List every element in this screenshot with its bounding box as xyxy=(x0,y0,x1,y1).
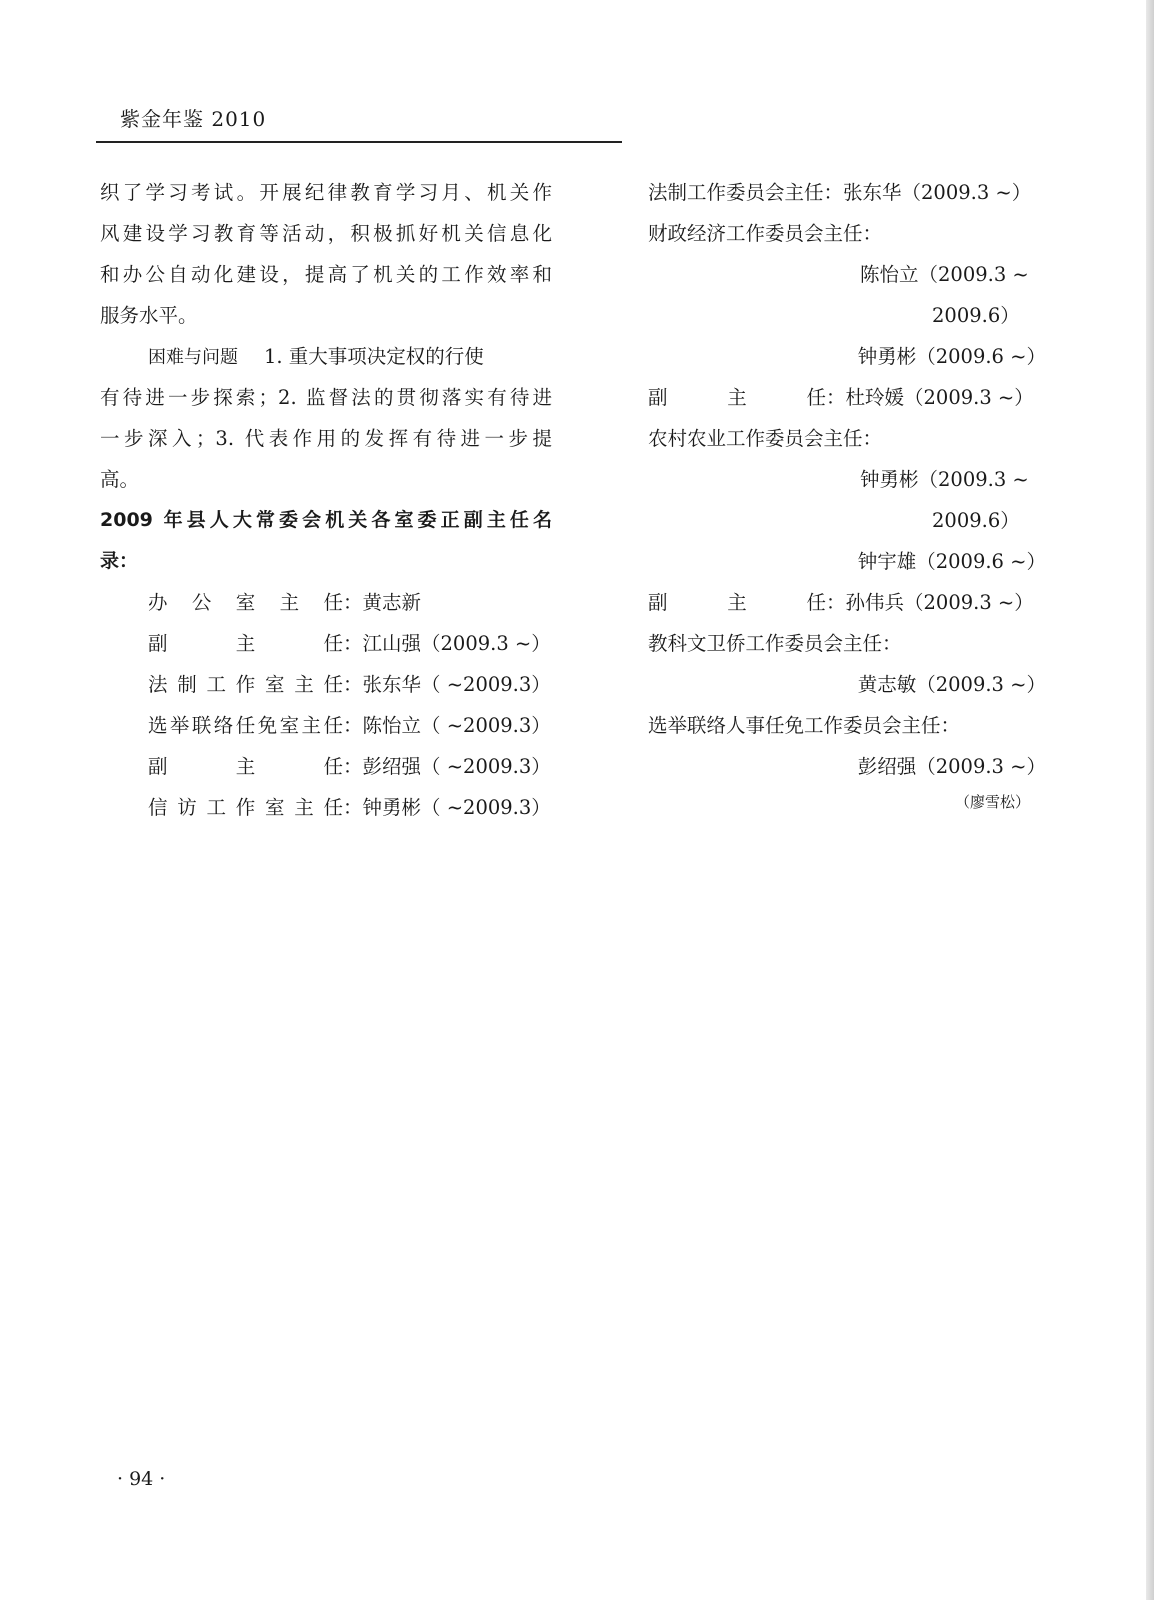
roster-value: ：陈怡立（ ~2009.3） xyxy=(343,714,551,737)
problems-lead: 困难与问题 xyxy=(148,347,238,368)
paragraph-line: 风建设学习教育等活动，积极抓好机关信息化 xyxy=(100,222,552,245)
roster-value: ：钟勇彬（ ~2009.3） xyxy=(343,796,551,819)
member-line-cont: 2009.6） xyxy=(932,509,1020,532)
section-heading: 2009 年县人大常委会机关各室委正副主任名 xyxy=(100,509,552,531)
member-line: 黄志敏（2009.3 ~） xyxy=(857,673,1046,696)
roster-row xyxy=(100,746,552,787)
paragraph-line: 有待进一步探索；2. 监督法的贯彻落实有待进 xyxy=(100,386,552,409)
committee-heading: 教科文卫侨工作委员会主任： xyxy=(648,632,902,655)
right-column xyxy=(648,172,1046,817)
committee-heading: 农村农业工作委员会主任： xyxy=(648,427,883,450)
committee-line: 法制工作委员会主任：张东华（2009.3 ~） xyxy=(648,181,1032,204)
roster-value: ：彭绍强（ ~2009.3） xyxy=(343,755,551,778)
roster-value: ：江山强（2009.3 ~） xyxy=(343,632,551,655)
roster-title: 副主任 xyxy=(148,755,343,778)
deputy-row xyxy=(648,582,1046,623)
member-line: 陈怡立（2009.3 ~ xyxy=(860,263,1029,286)
header-rule xyxy=(96,141,622,143)
problems-text: 1. 重大事项决定权的行使 xyxy=(264,345,484,368)
deputy-value: ：孙伟兵（2009.3 ~） xyxy=(826,591,1034,614)
roster-value: ：黄志新 xyxy=(343,591,422,614)
roster-title: 信访工作室主任 xyxy=(148,796,343,819)
deputy-title: 副主任 xyxy=(648,386,826,409)
roster-title: 选举联络任免室主任 xyxy=(148,714,343,737)
roster-row xyxy=(100,582,552,623)
member-line: 钟勇彬（2009.6 ~） xyxy=(857,345,1046,368)
roster-title: 办公室主任 xyxy=(148,591,343,614)
deputy-value: ：杜玲媛（2009.3 ~） xyxy=(826,386,1034,409)
committee-heading: 财政经济工作委员会主任： xyxy=(648,222,883,245)
running-header: 紫金年鉴 2010 xyxy=(120,107,267,131)
deputy-row xyxy=(648,377,1046,418)
left-column xyxy=(100,172,552,828)
roster-value: ：张东华（ ~2009.3） xyxy=(343,673,551,696)
committee-heading: 选举联络人事任免工作委员会主任： xyxy=(648,714,961,737)
section-heading: 录： xyxy=(100,550,139,572)
paragraph-line: 织了学习考试。开展纪律教育学习月、机关作 xyxy=(100,181,552,204)
scan-edge-shadow xyxy=(1146,0,1154,1600)
paragraph-line: 一步深入；3. 代表作用的发挥有待进一步提 xyxy=(100,427,552,450)
roster-title: 法制工作室主任 xyxy=(148,673,343,696)
deputy-title: 副主任 xyxy=(648,591,826,614)
member-line-cont: 2009.6） xyxy=(932,304,1020,327)
paragraph-line: 高。 xyxy=(100,468,140,491)
roster-row xyxy=(100,705,552,746)
page-number: · 94 · xyxy=(117,1468,166,1490)
roster-title: 副主任 xyxy=(148,632,343,655)
roster-row xyxy=(100,623,552,664)
roster-row xyxy=(100,787,552,828)
member-line: 钟勇彬（2009.3 ~ xyxy=(860,468,1029,491)
member-line: 彭绍强（2009.3 ~） xyxy=(857,755,1046,778)
author-attribution: （廖雪松） xyxy=(954,793,1030,811)
roster-row xyxy=(100,664,552,705)
paragraph-line: 服务水平。 xyxy=(100,304,198,327)
paragraph-line: 和办公自动化建设，提高了机关的工作效率和 xyxy=(100,263,552,286)
member-line: 钟宇雄（2009.6 ~） xyxy=(857,550,1046,573)
problems-first-line xyxy=(100,336,552,377)
